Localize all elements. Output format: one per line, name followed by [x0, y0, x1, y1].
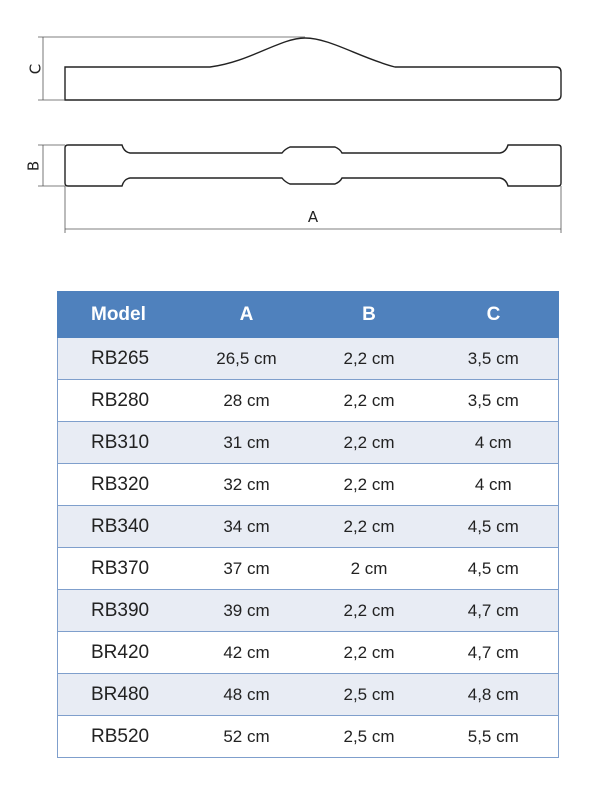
table-row: [58, 548, 559, 590]
c-cell: 3,5 cm: [429, 338, 559, 380]
a-cell: 34 cm: [184, 506, 310, 548]
model-cell: BR480: [58, 674, 184, 716]
c-cell: 3,5 cm: [429, 380, 559, 422]
header-b: B: [310, 292, 429, 338]
model-cell: RB390: [58, 590, 184, 632]
c-cell: 4 cm: [429, 422, 559, 464]
c-cell: 4,7 cm: [429, 590, 559, 632]
table-row: [58, 590, 559, 632]
model-cell: RB520: [58, 716, 184, 758]
table-row: [58, 674, 559, 716]
b-cell: 2,2 cm: [310, 632, 429, 674]
b-cell: 2 cm: [310, 548, 429, 590]
header-c: C: [429, 292, 559, 338]
side-view-outline: [65, 38, 561, 100]
b-cell: 2,5 cm: [310, 716, 429, 758]
model-cell: RB340: [58, 506, 184, 548]
dim-b-label: B: [24, 160, 43, 172]
c-cell: 4 cm: [429, 464, 559, 506]
table-row: [58, 380, 559, 422]
dim-c-label: C: [26, 63, 45, 75]
top-view-outline: [65, 145, 561, 186]
table-row: [58, 338, 559, 380]
a-cell: 48 cm: [184, 674, 310, 716]
table-row: [58, 506, 559, 548]
model-cell: RB370: [58, 548, 184, 590]
b-cell: 2,2 cm: [310, 590, 429, 632]
b-cell: 2,2 cm: [310, 338, 429, 380]
model-cell: RB280: [58, 380, 184, 422]
b-cell: 2,5 cm: [310, 674, 429, 716]
model-cell: BR420: [58, 632, 184, 674]
a-cell: 52 cm: [184, 716, 310, 758]
a-cell: 37 cm: [184, 548, 310, 590]
header-model: Model: [58, 292, 184, 338]
c-cell: 5,5 cm: [429, 716, 559, 758]
table-row: [58, 422, 559, 464]
a-cell: 26,5 cm: [184, 338, 310, 380]
header-a: A: [184, 292, 310, 338]
table-row: [58, 716, 559, 758]
b-cell: 2,2 cm: [310, 422, 429, 464]
table-header-row: [58, 292, 559, 338]
dim-a-label: A: [307, 208, 319, 226]
a-cell: 28 cm: [184, 380, 310, 422]
a-cell: 32 cm: [184, 464, 310, 506]
a-cell: 39 cm: [184, 590, 310, 632]
model-cell: RB310: [58, 422, 184, 464]
b-cell: 2,2 cm: [310, 464, 429, 506]
c-cell: 4,5 cm: [429, 548, 559, 590]
table-row: [58, 632, 559, 674]
b-cell: 2,2 cm: [310, 506, 429, 548]
model-dimensions-table: [57, 291, 559, 758]
table-body: [58, 338, 559, 758]
dimension-diagram: [0, 0, 600, 260]
c-cell: 4,5 cm: [429, 506, 559, 548]
table-row: [58, 464, 559, 506]
c-cell: 4,7 cm: [429, 632, 559, 674]
model-cell: RB265: [58, 338, 184, 380]
a-cell: 42 cm: [184, 632, 310, 674]
c-cell: 4,8 cm: [429, 674, 559, 716]
a-cell: 31 cm: [184, 422, 310, 464]
model-cell: RB320: [58, 464, 184, 506]
b-cell: 2,2 cm: [310, 380, 429, 422]
